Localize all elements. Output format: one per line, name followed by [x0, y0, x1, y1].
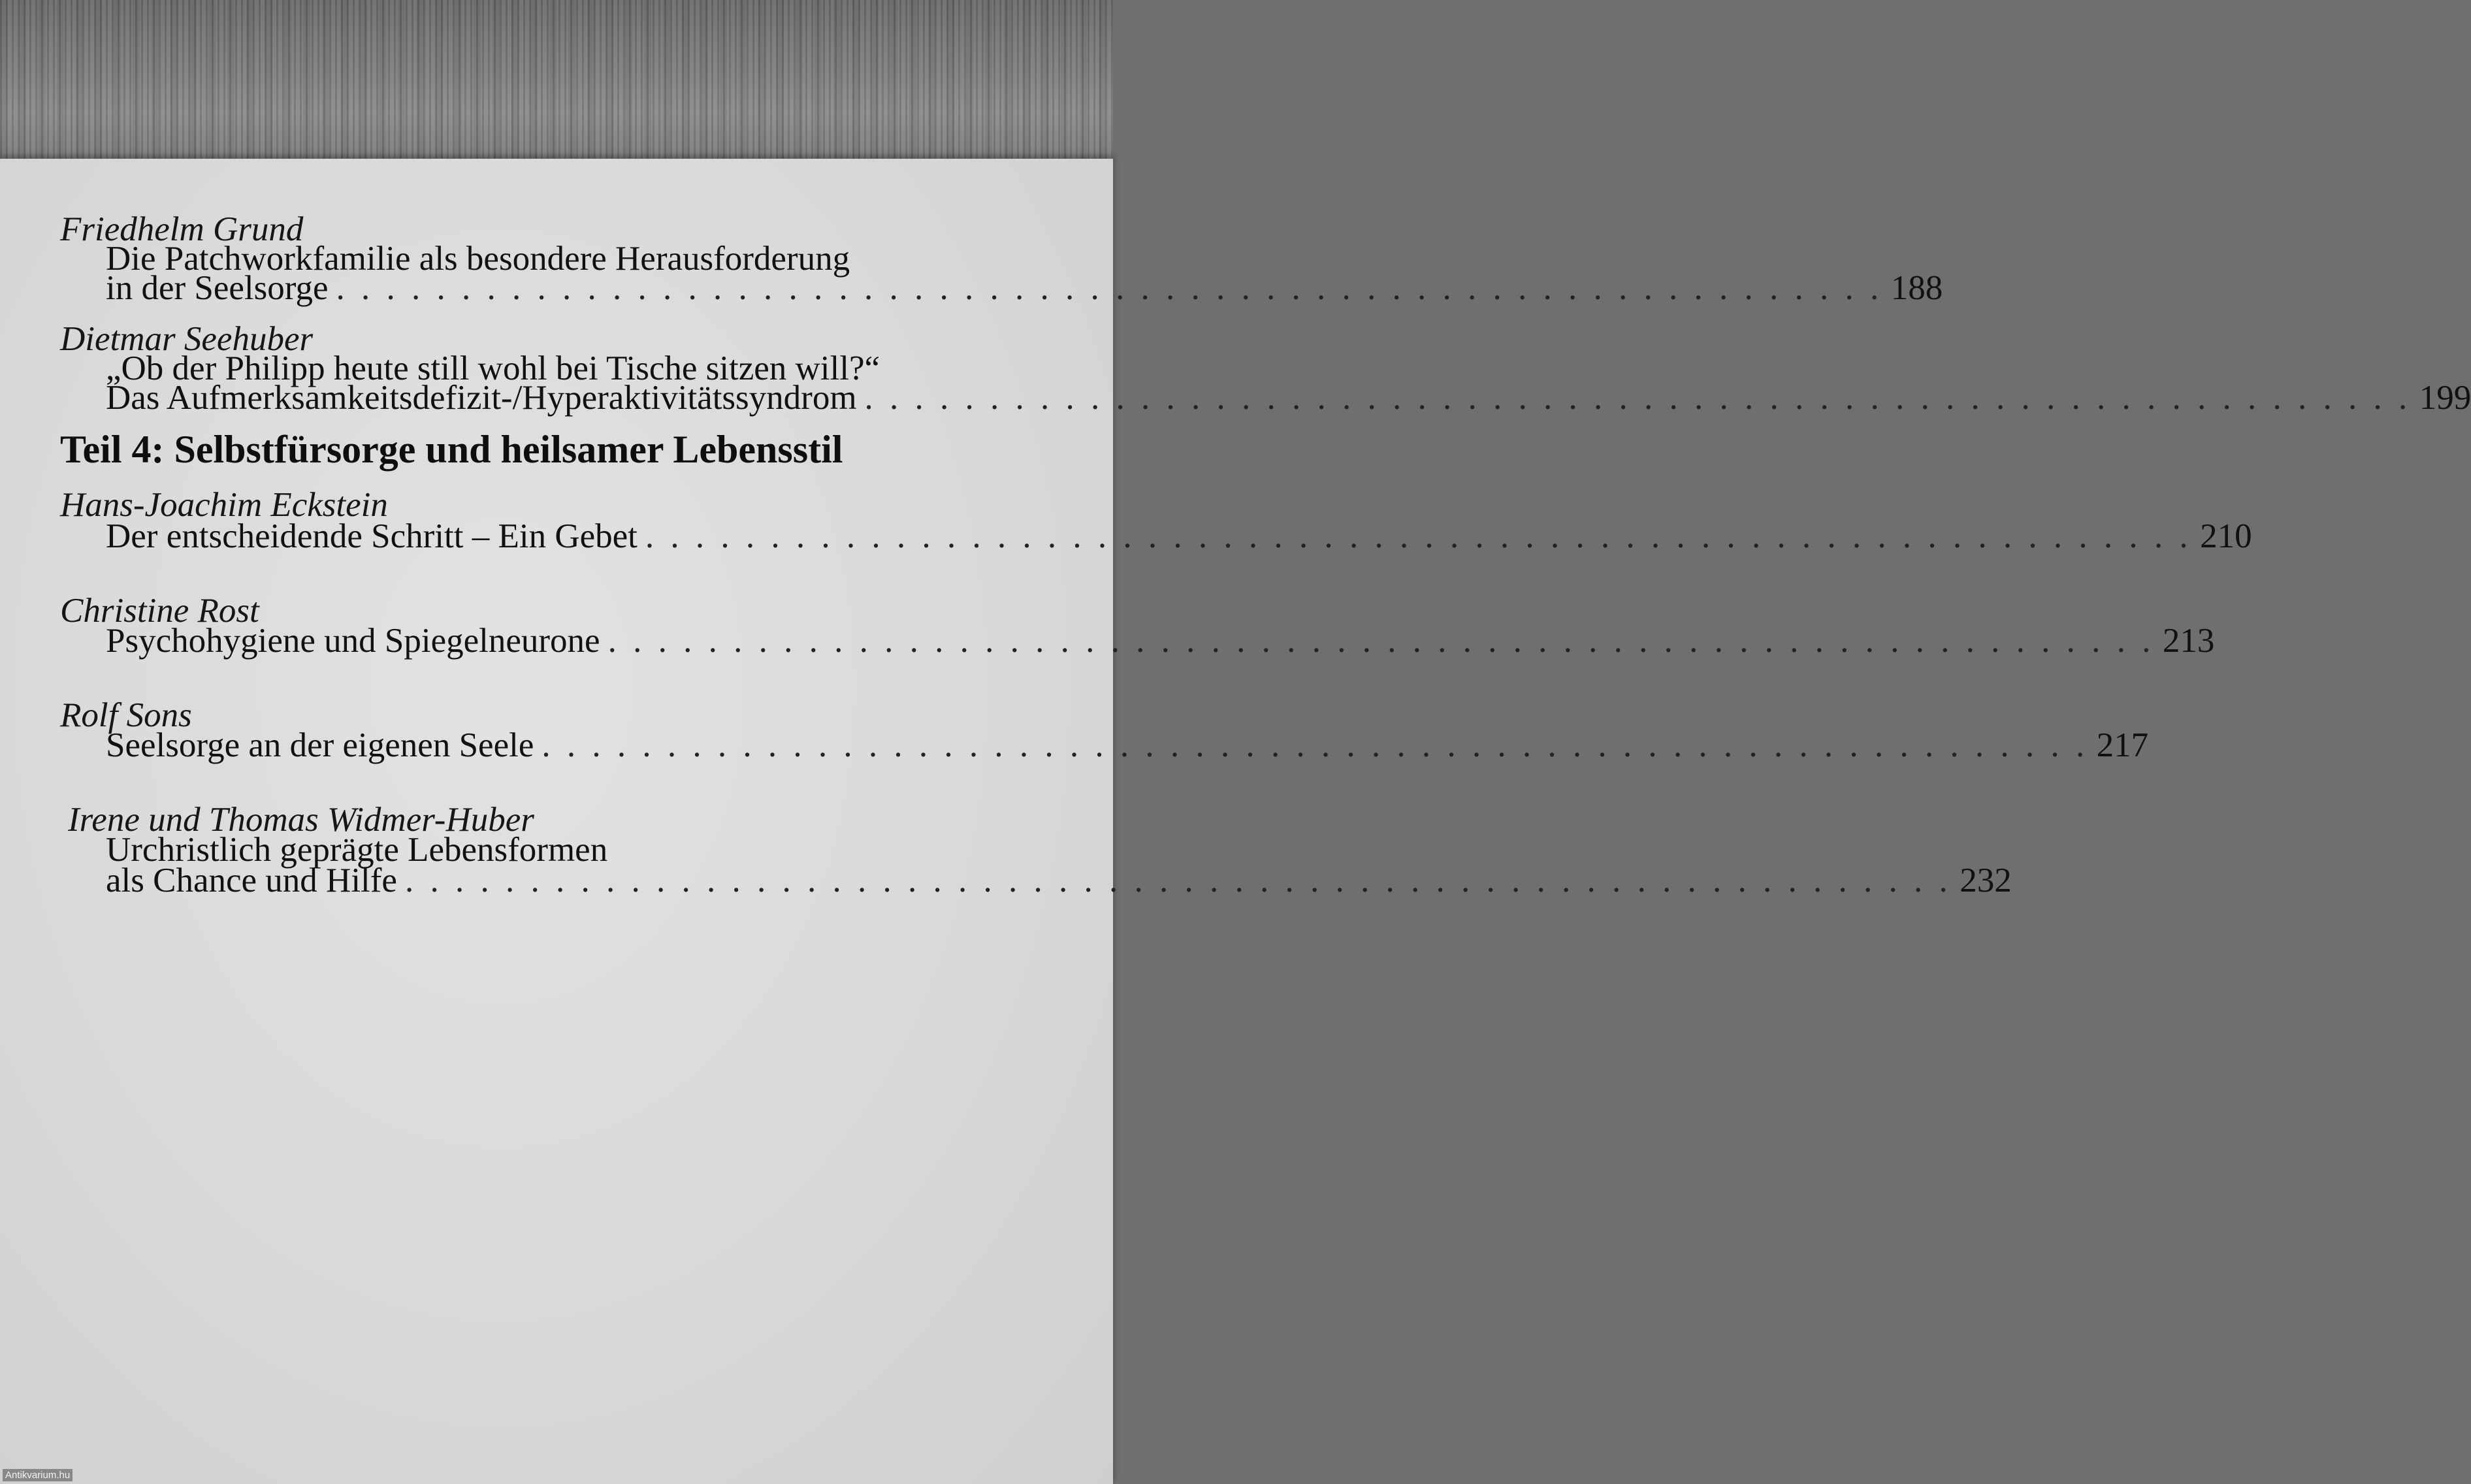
watermark-label: Antikvarium.hu: [3, 1469, 73, 1481]
toc-title-line: [106, 268, 1943, 308]
toc-author: Dietmar Seehuber: [60, 320, 314, 358]
toc-page-number: 199: [2419, 379, 2471, 417]
toc-page-number: 232: [1960, 862, 2012, 899]
toc-author: Friedhelm Grund: [60, 210, 304, 248]
toc-title-line: [106, 378, 2471, 417]
toc-title-line: [106, 621, 2215, 660]
toc-author: Hans-Joachim Eckstein: [60, 486, 388, 524]
leader-dots: . . . . . . . . . . . . . . . . . . . . . . . . . . . . . . . . . . . . . . . . . . . . . . . . . . . . . . . . . . . . . .: [336, 269, 1883, 307]
book-page: [0, 159, 2471, 1484]
toc-title-text: „Ob der Philipp heute still wohl bei Tische sitzen will?“: [106, 349, 880, 387]
toc-title-line: [106, 861, 2012, 900]
toc-title-text: Die Patchworkfamilie als besondere Herausforderung: [106, 240, 850, 278]
leader-dots: . . . . . . . . . . . . . . . . . . . . . . . . . . . . . . . . . . . . . . . . . . . . . . . . . . . . . . . . . . . . . .: [404, 862, 1952, 899]
toc-title-text: in der Seelsorge: [106, 269, 329, 307]
toc-title-text: Das Aufmerksamkeitsdefizit-/Hyperaktivitätssyndrom: [106, 379, 857, 417]
leader-dots: . . . . . . . . . . . . . . . . . . . . . . . . . . . . . . . . . . . . . . . . . . . . . . . . . . . . . . . . . . . . . .: [864, 379, 2412, 417]
toc-page-number: 188: [1890, 269, 1943, 307]
toc-page-number: 210: [2200, 517, 2252, 555]
toc-author: Rolf Sons: [60, 696, 192, 734]
toc-title-line: [106, 726, 2149, 765]
toc-page-number: 213: [2162, 622, 2215, 660]
toc-title-line: [106, 517, 2252, 556]
toc-title-text: als Chance und Hilfe: [106, 862, 397, 899]
background-surface: [0, 0, 1113, 163]
toc-author: Irene und Thomas Widmer-Huber: [68, 801, 534, 839]
toc-author: Christine Rost: [60, 592, 259, 630]
toc-title-text: Seelsorge an der eigenen Seele: [106, 726, 534, 764]
leader-dots: . . . . . . . . . . . . . . . . . . . . . . . . . . . . . . . . . . . . . . . . . . . . . . . . . . . . . . . . . . . . . .: [645, 517, 2192, 555]
leader-dots: . . . . . . . . . . . . . . . . . . . . . . . . . . . . . . . . . . . . . . . . . . . . . . . . . . . . . . . . . . . . . .: [541, 726, 2089, 764]
toc-page-number: 217: [2096, 726, 2149, 764]
toc-title-text: Der entscheidende Schritt – Ein Gebet: [106, 517, 638, 555]
toc-title-text: Psychohygiene und Spiegelneurone: [106, 622, 600, 660]
toc-title-text: Urchristlich geprägte Lebensformen: [106, 831, 608, 869]
section-heading: Teil 4: Selbstfürsorge und heilsamer Lebensstil: [60, 428, 843, 471]
leader-dots: . . . . . . . . . . . . . . . . . . . . . . . . . . . . . . . . . . . . . . . . . . . . . . . . . . . . . . . . . . . . . .: [607, 622, 2155, 660]
